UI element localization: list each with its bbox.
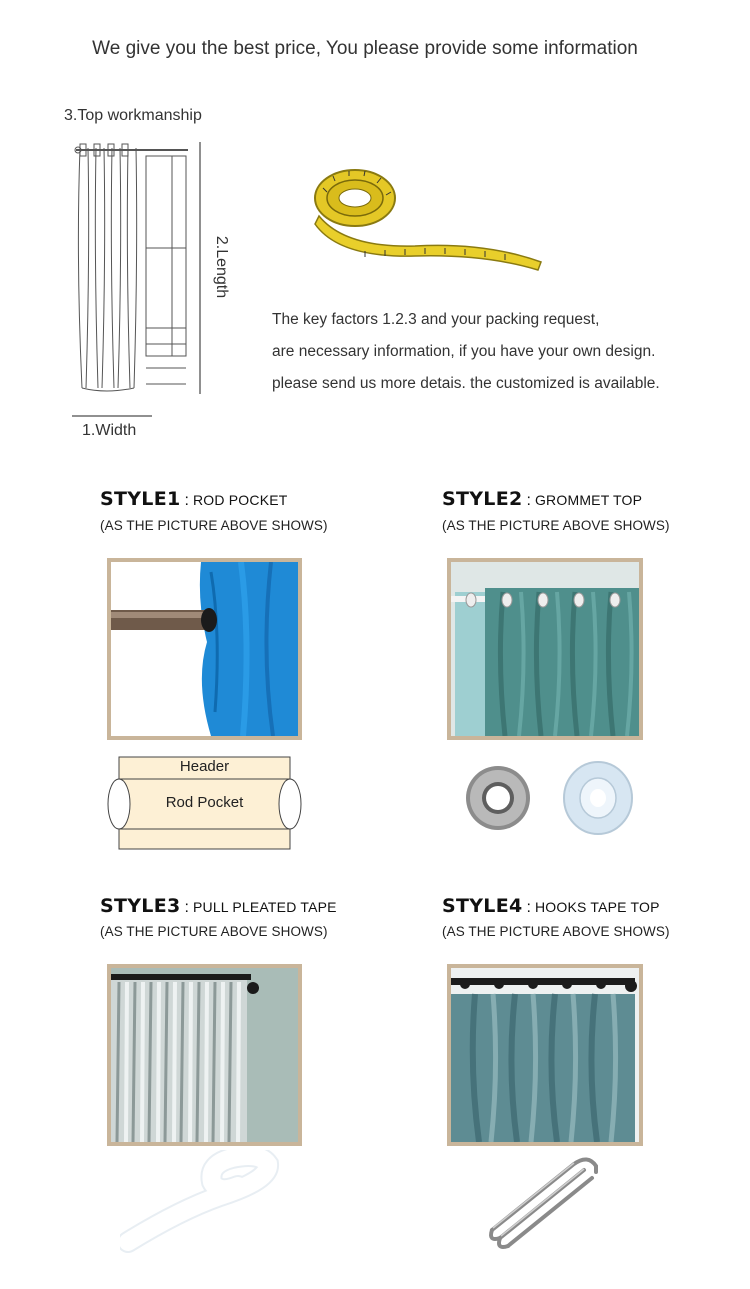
tape-roll-image: [558, 756, 638, 840]
tape-measure-image: [305, 158, 550, 278]
pleat-tape-roll-image: [120, 1150, 280, 1255]
style-separator: :: [184, 899, 189, 916]
style-name: HOOKS TAPE TOP: [534, 899, 660, 915]
style-separator: :: [184, 492, 189, 509]
hooks-tape-top-photo: [447, 964, 643, 1146]
rod-pocket-label: Rod Pocket: [165, 794, 244, 811]
rod-pocket-photo: [107, 558, 302, 740]
style-subtitle: (AS THE PICTURE ABOVE SHOWS): [442, 518, 670, 533]
workmanship-label: 3.Top workmanship: [64, 107, 202, 124]
style-title: [442, 895, 660, 917]
style-subtitle: (AS THE PICTURE ABOVE SHOWS): [442, 924, 670, 939]
pull-pleated-tape-photo: [107, 964, 302, 1146]
curtain-hook-image: [478, 1152, 618, 1252]
style-name: GROMMET TOP: [534, 492, 643, 508]
intro-text: We give you the best price, You please provide some information: [92, 38, 638, 59]
style-code: STYLE3: [100, 895, 181, 917]
description-line: The key factors 1.2.3 and your packing request,: [272, 311, 600, 328]
grommet-top-photo: [447, 558, 643, 740]
style-title: [100, 895, 337, 917]
curtain-sketch: [66, 138, 216, 418]
style-title: [100, 488, 288, 510]
description-line: are necessary information, if you have your own design.: [272, 343, 656, 360]
style-title: [442, 488, 642, 510]
style-subtitle: (AS THE PICTURE ABOVE SHOWS): [100, 924, 328, 939]
style-name: ROD POCKET: [192, 492, 288, 508]
style-code: STYLE2: [442, 488, 523, 510]
header-label: Header: [179, 758, 230, 775]
style-separator: :: [526, 899, 531, 916]
description-line: please send us more detais. the customized is available.: [272, 375, 660, 392]
style-code: STYLE1: [100, 488, 181, 510]
style-name: PULL PLEATED TAPE: [192, 899, 337, 915]
style-code: STYLE4: [442, 895, 523, 917]
style-separator: :: [526, 492, 531, 509]
width-label: 1.Width: [82, 422, 137, 439]
style-subtitle: (AS THE PICTURE ABOVE SHOWS): [100, 518, 328, 533]
grommet-ring-image: [460, 758, 540, 838]
length-label: 2.Length: [213, 235, 231, 299]
